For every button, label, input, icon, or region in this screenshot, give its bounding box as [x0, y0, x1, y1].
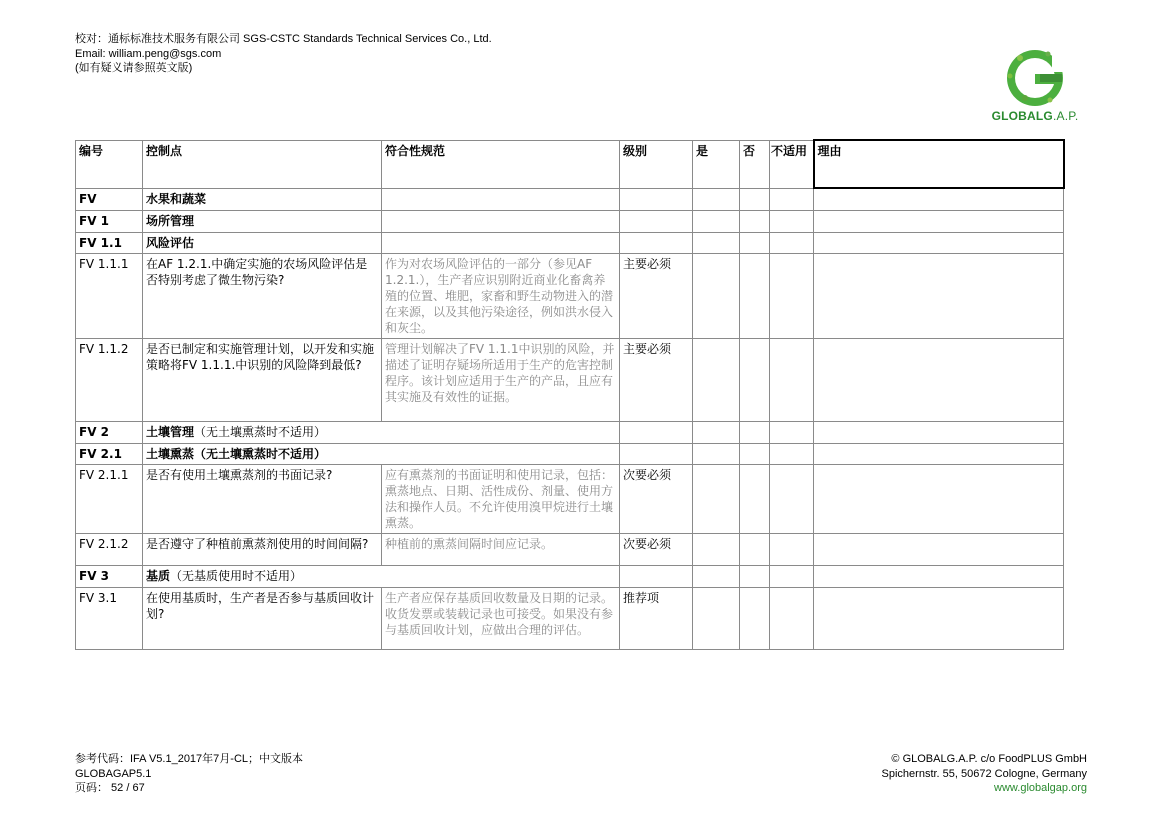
item-level: 主要必须	[620, 254, 693, 339]
justification-cell[interactable]	[814, 465, 1064, 534]
col-header-no: 否	[740, 140, 770, 188]
section-title: 场所管理	[143, 211, 382, 233]
no-cell[interactable]	[740, 465, 770, 534]
item-code: FV 2.1.1	[76, 465, 143, 534]
item-level: 次要必须	[620, 534, 693, 566]
table-row	[76, 465, 1064, 534]
item-code: FV 1.1.2	[76, 339, 143, 422]
section-title: 基质	[146, 569, 171, 583]
header-email: Email: william.peng@sgs.com	[75, 47, 222, 60]
table-row	[76, 588, 1064, 650]
item-code: FV 1.1.1	[76, 254, 143, 339]
item-level: 推荐项	[620, 588, 693, 650]
no-cell[interactable]	[740, 339, 770, 422]
item-control-point: 是否遵守了种植前熏蒸剂使用的时间间隔?	[143, 534, 382, 566]
document-header	[75, 32, 492, 76]
col-header-code: 编号	[76, 140, 143, 188]
footer-reference-code: 参考代码：IFA V5.1_2017年7月-CL；中文版本	[75, 753, 304, 765]
subsection-title: 土壤熏蒸（无土壤熏蒸时不适用）	[143, 444, 620, 465]
item-criteria: 生产者应保存基质回收数量及日期的记录。收货发票或装载记录也可接受。如果没有参与基质回收计划，应做出合理的评估。	[382, 588, 620, 650]
justification-cell[interactable]	[814, 339, 1064, 422]
section-note: （无基质使用时不适用）	[170, 569, 303, 583]
table-row	[76, 422, 1064, 444]
globalgap-logo	[980, 46, 1090, 126]
table-row	[76, 566, 1064, 588]
item-level: 主要必须	[620, 339, 693, 422]
section-code: FV 3	[76, 566, 143, 588]
no-cell[interactable]	[740, 588, 770, 650]
item-code: FV 3.1	[76, 588, 143, 650]
table-row	[76, 339, 1064, 422]
col-header-compliance-criteria: 符合性规范	[382, 140, 620, 188]
item-criteria: 种植前的熏蒸间隔时间应记录。	[382, 534, 620, 566]
subsection-title: 风险评估	[143, 233, 382, 254]
yes-cell[interactable]	[693, 534, 740, 566]
section-code: FV 2	[76, 422, 143, 444]
na-cell[interactable]	[770, 254, 814, 339]
item-criteria: 作为对农场风险评估的一部分（参见AF 1.2.1.），生产者应识别附近商业化畜禽养殖的位置、堆肥，家畜和野生动物进入的潜在来源，以及其他污染途径，例如洪水侵入和灰尘。	[382, 254, 620, 339]
table-row	[76, 211, 1064, 233]
footer-website-link[interactable]: www.globalgap.org	[994, 782, 1087, 794]
col-header-yes: 是	[693, 140, 740, 188]
globalgap-logo-text	[980, 109, 1090, 123]
col-header-na: 不适用	[770, 140, 814, 188]
item-code: FV 2.1.2	[76, 534, 143, 566]
yes-cell[interactable]	[693, 465, 740, 534]
justification-cell[interactable]	[814, 588, 1064, 650]
header-note: (如有疑义请参照英文版)	[75, 62, 193, 74]
item-control-point: 是否有使用土壤熏蒸剂的书面记录?	[143, 465, 382, 534]
section-code: FV	[76, 188, 143, 211]
item-level: 次要必须	[620, 465, 693, 534]
subsection-code: FV 1.1	[76, 233, 143, 254]
footer-left	[75, 752, 303, 796]
yes-cell[interactable]	[693, 254, 740, 339]
na-cell[interactable]	[770, 534, 814, 566]
item-criteria: 管理计划解决了FV 1.1.1中识别的风险，并描述了证明存疑场所适用于生产的危害控制程序。该计划应适用于生产的产品，且应有其实施及有效性的证据。	[382, 339, 620, 422]
table-row	[76, 534, 1064, 566]
footer-address: Spichernstr. 55, 50672 Cologne, Germany	[881, 767, 1087, 780]
justification-cell[interactable]	[814, 534, 1064, 566]
footer-copyright: © GLOBALG.A.P. c/o FoodPLUS GmbH	[891, 753, 1087, 765]
table-row	[76, 233, 1064, 254]
justification-cell[interactable]	[814, 254, 1064, 339]
checklist-table	[75, 139, 1065, 650]
table-row	[76, 188, 1064, 211]
subsection-code: FV 2.1	[76, 444, 143, 465]
logo-brand-rest: .A.P.	[1052, 109, 1079, 123]
item-control-point: 是否已制定和实施管理计划，以开发和实施策略将FV 1.1.1.中识别的风险降到最低?	[143, 339, 382, 422]
no-cell[interactable]	[740, 534, 770, 566]
logo-brand-bold: GLOBALG	[991, 109, 1053, 123]
footer-page-number: 页码： 52 / 67	[75, 782, 145, 794]
yes-cell[interactable]	[693, 588, 740, 650]
col-header-level: 级别	[620, 140, 693, 188]
no-cell[interactable]	[740, 254, 770, 339]
yes-cell[interactable]	[693, 339, 740, 422]
section-code: FV 1	[76, 211, 143, 233]
col-header-control-point: 控制点	[143, 140, 382, 188]
col-header-justification: 理由	[814, 140, 1064, 188]
section-title: 土壤管理	[146, 425, 195, 439]
header-proofreader: 校对：通标标准技术服务有限公司 SGS-CSTC Standards Technical Services Co., Ltd.	[75, 33, 492, 45]
item-control-point: 在AF 1.2.1.中确定实施的农场风险评估是否特别考虑了微生物污染?	[143, 254, 382, 339]
table-row	[76, 444, 1064, 465]
footer-right	[882, 752, 1087, 796]
na-cell[interactable]	[770, 465, 814, 534]
item-criteria: 应有熏蒸剂的书面证明和使用记录，包括：熏蒸地点、日期、活性成份、剂量、使用方法和操作人员。不允许使用溴甲烷进行土壤熏蒸。	[382, 465, 620, 534]
item-control-point: 在使用基质时，生产者是否参与基质回收计划?	[143, 588, 382, 650]
section-title: 水果和蔬菜	[143, 188, 382, 211]
globalgap-logo-icon	[980, 46, 1090, 108]
footer-version: GLOBAGAP5.1	[75, 767, 152, 780]
section-note: （无土壤熏蒸时不适用）	[194, 425, 327, 439]
section-title-cell	[143, 422, 620, 444]
na-cell[interactable]	[770, 588, 814, 650]
section-title-cell	[143, 566, 620, 588]
table-row	[76, 254, 1064, 339]
table-header-row	[76, 140, 1064, 188]
na-cell[interactable]	[770, 339, 814, 422]
